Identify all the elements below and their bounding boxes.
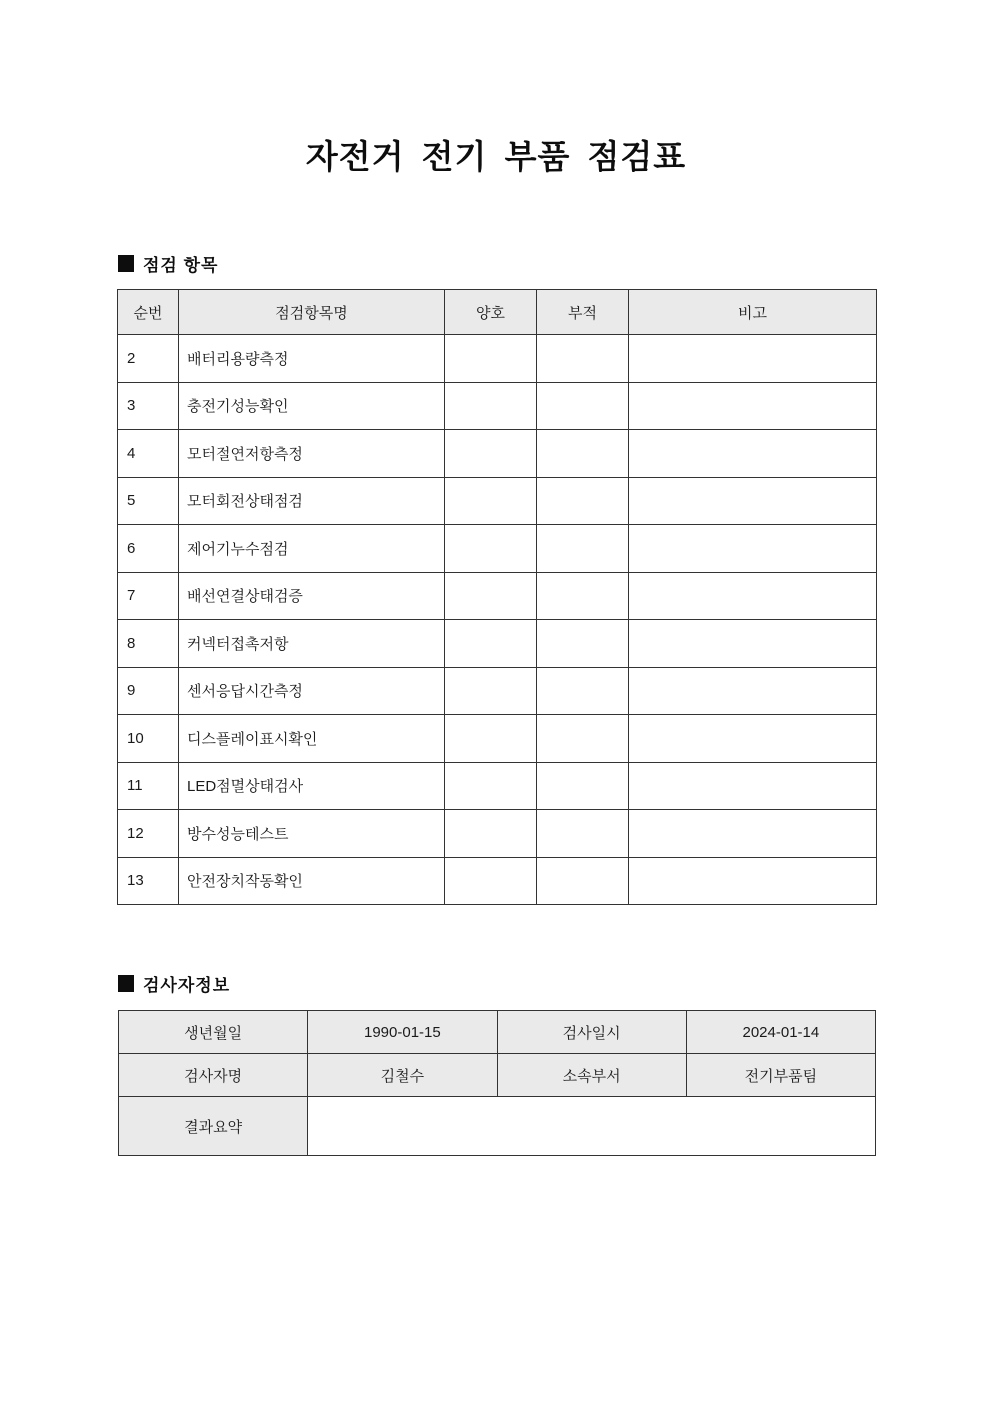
column-header-item: 점검항목명 — [179, 290, 445, 335]
bad-check-cell — [537, 525, 629, 573]
good-check-cell — [445, 857, 537, 905]
summary-label: 결과요약 — [119, 1097, 308, 1156]
good-check-cell — [445, 667, 537, 715]
row-number-cell: 7 — [118, 572, 179, 620]
page-title: 자전거 전기 부품 점검표 — [305, 138, 687, 175]
bad-check-cell — [537, 382, 629, 430]
item-name-cell: 모터회전상태점검 — [179, 477, 445, 525]
table-row — [118, 525, 877, 573]
inspector-info-row — [119, 1054, 876, 1097]
bad-check-cell — [537, 857, 629, 905]
row-number-cell: 6 — [118, 525, 179, 573]
item-name-cell: 모터절연저항측정 — [179, 430, 445, 478]
column-header-note: 비고 — [629, 290, 877, 335]
good-check-cell — [445, 620, 537, 668]
note-cell — [629, 620, 877, 668]
note-cell — [629, 525, 877, 573]
table-row — [118, 572, 877, 620]
inspection-date-label: 검사일시 — [497, 1011, 686, 1054]
column-header-good: 양호 — [445, 290, 537, 335]
good-check-cell — [445, 810, 537, 858]
summary-row — [119, 1097, 876, 1156]
birthdate-label: 생년월일 — [119, 1011, 308, 1054]
good-check-cell — [445, 382, 537, 430]
item-name-cell: LED점멸상태검사 — [179, 762, 445, 810]
inspector-info-table — [118, 1010, 876, 1156]
row-number-cell: 5 — [118, 477, 179, 525]
row-number-cell: 8 — [118, 620, 179, 668]
note-cell — [629, 715, 877, 763]
section-heading-inspection-label: 점검 항목 — [143, 256, 219, 275]
row-number-cell: 3 — [118, 382, 179, 430]
bad-check-cell — [537, 810, 629, 858]
section-marker-icon — [118, 255, 134, 272]
department-value: 전기부품팀 — [686, 1054, 875, 1097]
table-row — [118, 667, 877, 715]
bad-check-cell — [537, 335, 629, 383]
note-cell — [629, 762, 877, 810]
good-check-cell — [445, 477, 537, 525]
table-row — [118, 382, 877, 430]
item-name-cell: 커넥터접촉저항 — [179, 620, 445, 668]
table-row — [118, 430, 877, 478]
inspection-date-value: 2024-01-14 — [686, 1011, 875, 1054]
section-marker-icon — [118, 975, 134, 992]
section-heading-inspector-label: 검사자정보 — [143, 976, 231, 995]
note-cell — [629, 430, 877, 478]
row-number-cell: 4 — [118, 430, 179, 478]
item-name-cell: 안전장치작동확인 — [179, 857, 445, 905]
good-check-cell — [445, 430, 537, 478]
item-name-cell: 디스플레이표시확인 — [179, 715, 445, 763]
bad-check-cell — [537, 477, 629, 525]
bad-check-cell — [537, 430, 629, 478]
bad-check-cell — [537, 667, 629, 715]
inspection-table — [117, 289, 877, 905]
table-row — [118, 715, 877, 763]
table-row — [118, 857, 877, 905]
row-number-cell: 10 — [118, 715, 179, 763]
note-cell — [629, 335, 877, 383]
department-label: 소속부서 — [497, 1054, 686, 1097]
item-name-cell: 배선연결상태검증 — [179, 572, 445, 620]
note-cell — [629, 810, 877, 858]
inspection-table-header-row — [118, 290, 877, 335]
row-number-cell: 11 — [118, 762, 179, 810]
bad-check-cell — [537, 715, 629, 763]
item-name-cell: 배터리용량측정 — [179, 335, 445, 383]
table-row — [118, 620, 877, 668]
table-row — [118, 335, 877, 383]
summary-value-cell — [308, 1097, 876, 1156]
note-cell — [629, 857, 877, 905]
section-heading-inspector — [118, 971, 230, 996]
column-header-no: 순번 — [118, 290, 179, 335]
good-check-cell — [445, 335, 537, 383]
item-name-cell: 제어기누수점검 — [179, 525, 445, 573]
item-name-cell: 충전기성능확인 — [179, 382, 445, 430]
note-cell — [629, 572, 877, 620]
good-check-cell — [445, 525, 537, 573]
inspector-name-value: 김철수 — [308, 1054, 497, 1097]
good-check-cell — [445, 762, 537, 810]
inspector-info-row — [119, 1011, 876, 1054]
good-check-cell — [445, 572, 537, 620]
birthdate-value: 1990-01-15 — [308, 1011, 497, 1054]
column-header-bad: 부적 — [537, 290, 629, 335]
good-check-cell — [445, 715, 537, 763]
row-number-cell: 12 — [118, 810, 179, 858]
row-number-cell: 9 — [118, 667, 179, 715]
row-number-cell: 2 — [118, 335, 179, 383]
table-row — [118, 762, 877, 810]
item-name-cell: 방수성능테스트 — [179, 810, 445, 858]
inspector-name-label: 검사자명 — [119, 1054, 308, 1097]
note-cell — [629, 477, 877, 525]
note-cell — [629, 382, 877, 430]
item-name-cell: 센서응답시간측정 — [179, 667, 445, 715]
section-heading-inspection — [118, 251, 218, 276]
row-number-cell: 13 — [118, 857, 179, 905]
bad-check-cell — [537, 620, 629, 668]
table-row — [118, 810, 877, 858]
bad-check-cell — [537, 762, 629, 810]
note-cell — [629, 667, 877, 715]
bad-check-cell — [537, 572, 629, 620]
table-row — [118, 477, 877, 525]
